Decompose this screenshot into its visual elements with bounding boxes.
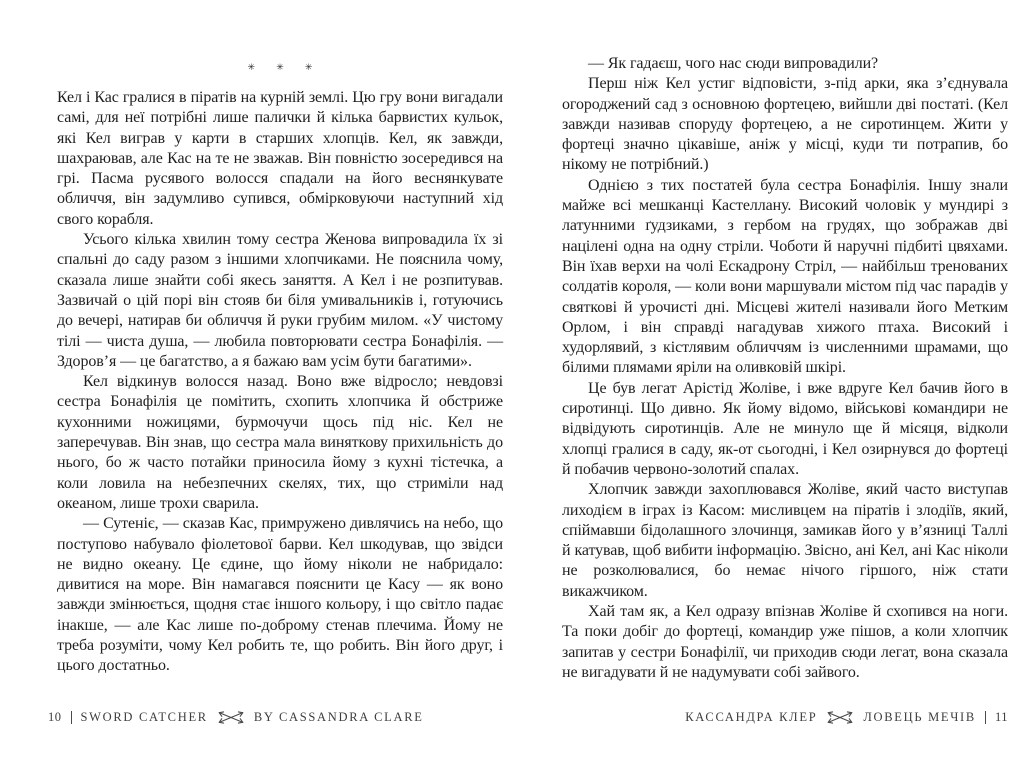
paragraph: Усього кілька хвилин тому сестра Женова випровадила їх зі спальні до саду разом з іншими хлопчиками. Не пояснила чому, сказала лише знайти собі якесь заняття. А Кел і не розпитував. Зазвичай о цій порі він стояв би біля умивальників і, готуючись до вечері, натирав би обличчя й руки грубим милом. «У чистому тілі — чиста душа, — любила повторювати сестра Бонафілія. — Здоров’я — це багатство, а я бажаю вам усім бути багатими». [57, 231, 503, 370]
book-title-uk: ЛОВЕЦЬ МЕЧІВ [863, 710, 976, 724]
page-left [57, 56, 503, 677]
paragraph: Це був легат Арістід Жоліве, і вже вдруге Кел бачив його в сиротинці. Що дивно. Як йому відомо, військові командири не відвідують сиротинців. Але не минуло ще й місяця, відколи хлопці гралися в саду, як-от сьогодні, і Кел озирнувся до фортеці й побачив червоно-золотий спалах. [562, 379, 1008, 478]
footer-divider [71, 711, 72, 724]
page-right [562, 54, 1008, 683]
paragraph: Однією з тих постатей була сестра Бонафілія. Іншу знали майже всі мешканці Кастеллану. Високий чоловік у мундирі з латунними ґудзиками, з гербом на грудях, що зображав дві націлені одна на одну стріли. Чоботи й наручні підбиті цвяхами. Він їхав верхи на чолі Ескадрону Стріл, — найбільш тренованих солдатів короля, — коли вони маршували містом під час парадів у святкові й урочисті дні. Місцеві жителі називали його Метким Орлом, і він справді нагадував хижого птаха. Високий і худорлявий, з кістлявим обличчям із численними шрамами, що білими плямами яріли на оливковій шкірі. [562, 176, 1008, 377]
crossed-arrows-icon [217, 710, 245, 725]
left-page-footer [48, 710, 424, 725]
book-author-uk: КАССАНДРА КЛЕР [685, 710, 818, 724]
crossed-arrows-icon [826, 710, 854, 725]
paragraph: Хлопчик завжди захоплювався Жоліве, який часто виступав лиходієм в іграх із Касом: мисливцем на піратів і злодіїв, який, спіймавши бідолашного злочинця, замикав його у в’язниці Таллі й катував, щоб вибити інформацію. Звісно, ані Кел, ані Кас ніколи не розколювалися, бо немає нічого гіршого, ніж стати викажчиком. [562, 481, 1008, 600]
section-break-ornament: ✳ ✳ ✳ [247, 63, 322, 73]
paragraph: Перш ніж Кел устиг відповісти, з-під арки, яка з’єднувала огороджений сад з основною фортецею, вийшли дві постаті. (Кел завжди називав споруду фортецею, а не сиротинцем. Жити у фортеці значно цікавіше, аніж у місці, куди ти потрапив, бо нікому не потрібний.) [562, 75, 1008, 174]
book-author-en: BY CASSANDRA CLARE [253, 710, 424, 724]
right-page-footer [685, 710, 1008, 725]
book-title-en: SWORD CATCHER [80, 710, 208, 724]
paragraph: — Як гадаєш, чого нас сюди випровадили? [588, 55, 879, 72]
paragraph: Хай там як, а Кел одразу впізнав Жоліве й схопився на ноги. Та поки добіг до фортеці, командир уже пішов, а коли хлопчик запитав у сестри Бонафілії, чи приходив сюди легат, вона сказала не вигадувати й не надумувати собі зайвого. [562, 603, 1008, 681]
paragraph: — Сутеніє, — сказав Кас, примружено дивлячись на небо, що поступово набувало фіолетової барви. Кел шкодував, що звідси не видно океану. Це єдине, що йому ніколи не набридало: дивитися на море. Він намагався пояснити це Касу — як воно завжди змінюється, щодня стає іншого кольору, і що світло падає інакше, — але Кас лише по-доброму стенав плечима. Йому не треба розуміти, чому Кел робить те, що робить. Він його друг, і цього достатньо. [57, 515, 503, 675]
paragraph: Кел відкинув волосся назад. Воно вже відросло; невдовзі сестра Бонафілія це помітить, схопить хлопчика й обстриже кухонними ножицями, бурмочучи щось під ніс. Кел не заперечував. Він знав, що сестра мала виняткову прихильність до нього, бо ж часто потайки приносила йому з кухні тістечка, а коли ловила на небезпечних скелях, тих, що стриміли над океаном, лише трохи сварила. [57, 373, 503, 512]
page-number: 11 [994, 710, 1008, 724]
footer-divider [985, 711, 986, 724]
page-number: 10 [48, 710, 62, 724]
paragraph: Кел і Кас гралися в піратів на курній землі. Цю гру вони вигадали самі, для неї потрібні лише палички й кілька барвистих кульок, які Кел виграв у карти в старших хлопців. Кел, як завжди, шахраював, але Кас на те не зважав. Він повністю зосередився на грі. Пасма русявого волосся спадали на його веснянкувате обличчя, він задумливо супився, обмірковуючи наступний хід свого корабля. [57, 89, 503, 228]
